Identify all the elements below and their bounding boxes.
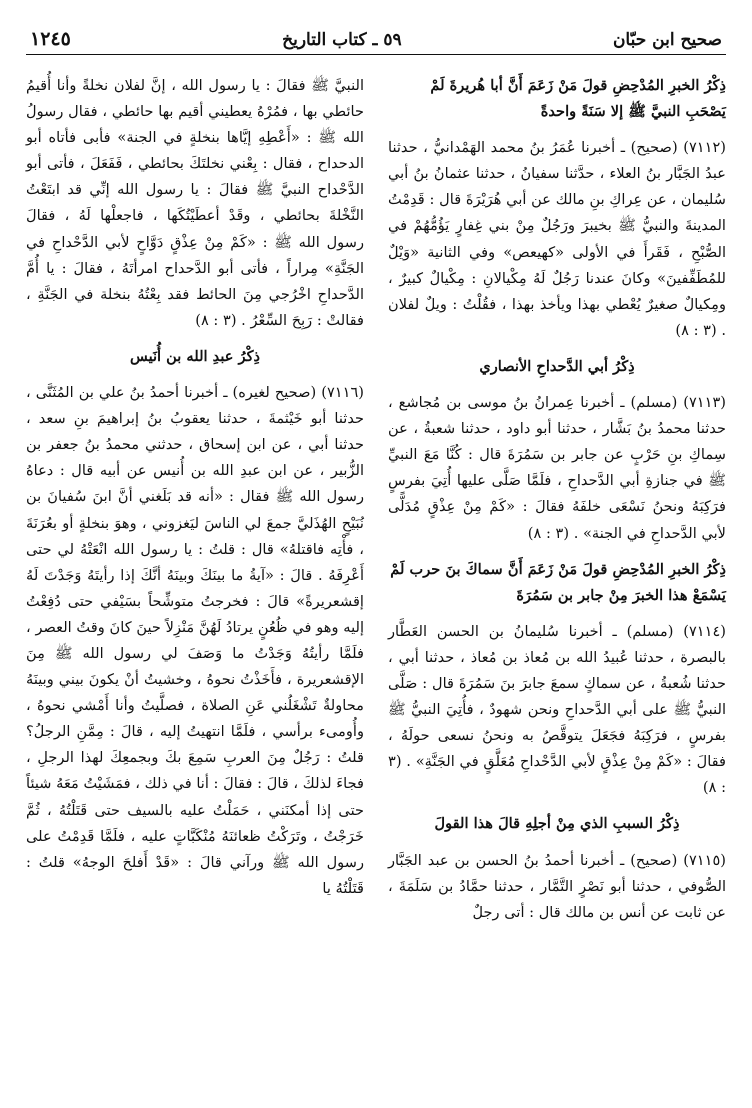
hadith-7112: (٧١١٢) (صحيح) ـ أخبرنا عُمَرُ بنُ محمد الهَمْدانيُّ ، حدثنا عبدُ الجَبَّار بنُ العلاء ، حدَّثنا سفيانُ ، حدثنا عثمانُ بنُ أبي سُليمان ، عن عِراكِ بنِ مالك عن أبي هُرَيْرَةَ قال : قَدِمْتُ المدينةَ والنبيُّ ﷺ بخيبرَ ورَجُلٌ مِنْ بني غِفارٍ يَؤُمُّهُمْ في الصُّبْحِ ، فَقَرأَ في الأولى «كهيعص» وفي الثانية «وَيْلٌ للمُطَفِّفينَ» وكانَ عندنا رَجُلٌ لَهُ مِكْيالانِ : مِكْيالٌ كبيرٌ ، ومِكيالٌ صغيرٌ يُعْطي بهذا ويأخذ بهذا ، فقُلْتُ : ويلٌ لفلان . (٣ : ٨) [388, 139, 726, 339]
running-header [26, 14, 726, 55]
section-heading: ذِكْرُ أبي الدَّحداحِ الأنصاري [479, 357, 635, 375]
left-column [26, 73, 364, 926]
hadith-7116: (٧١١٦) (صحيح لغيره) ـ أخبرنا أحمدُ بنُ علي بن المُثَنَّى ، حدثنا أبو خَيْثمةَ ، حدثنا يعقوبُ بنُ إبراهيمَ بنِ سعد ، حدثنا أبي ، عن ابن إسحاق ، حدثني محمدُ بنُ جعفر بن الزُّبير ، عن ابن عبدِ الله بن أُنيس عن أبيه قال : دعاهُ رسول الله ﷺ فقال : «أنه قد بَلَغني أنَّ ابنَ سُفيانَ بن نُبَيْحٍ الهُذَليَّ جمعَ لي الناسَ ليَغزوني ، وهوَ بنخلةٍ أو بعُرَنَةَ ، فأْتِه فاقتلهُ» قال : قلتُ : يا رسول الله انْعَتْهُ لي حتى أَعْرِفَهُ . قالَ : «آيةُ ما بينَكَ وبينَهُ أنَّكَ إذا رأيتَهُ وَجَدْتَ لَهُ إقشعريرةً» قالَ : فخرجتُ متوشِّحاً بسَيْفي حتى دُفِعْتُ إليه وهو في ظُعُنٍ يرتادُ لَهُنَّ مَنْزِلاً حينَ كانَ وقتُ العصر ، فلَمَّا رأيتُهُ وَجَدْتُ ما وَصَفَ لي رسول الله ﷺ مِنَ الإقشعريرة ، فأَخَذْتُ نحوهُ ، وخشيتُ أنْ يكونَ بيني وبينَهُ محاولةٌ تَشْغَلُني عَنِ الصلاة ، فصلَّيتُ وأنا أَمْشي نحوهُ ، وأُومىء برأسي ، فلَمَّا انتهيتُ إليه ، قالَ : مِمَّنِ الرجلُ؟ قلتُ : رَجُلٌ مِنَ العربِ سَمِعَ بكَ وبجمعِكَ لهذا الرجلِ ، فجاءَ لذلكَ ، قالَ : فقالَ : أنا في ذلك ، فمَشَيْتُ مَعَهُ شيئاً حتى إذا أمكنَني ، حَمَلْتُ عليه بالسيف حتى قَتَلْتُهُ ، ثُمَّ خَرَجْتُ ، وتَرَكْتُ ظعائنَهُ مُنْكَبَّاتٍ عليه ، فلَمَّا قَدِمْتُ على رسول الله ﷺ ورآني قالَ : «قَدْ أَفلحَ الوجهُ» قلتُ : قَتَلْتُهُ يا [26, 384, 364, 897]
section-heading: ذِكْرُ الخبرِ المُدْحِضِ قولَ مَنْ زَعَمَ أَنَّ أبا هُريرةَ لَمْ يَصْحَبِ النبيَّ ﷺ إلا سَنَةً واحدةً [430, 77, 726, 121]
section-heading: ذِكْرُ عبدِ الله بن أُنَيس [129, 347, 261, 365]
hadith-7115-continued: النبيَّ ﷺ فقالَ : يا رسول الله ، إنَّ لفلان نخلةً وأنا أُقيمُ حائطي بها ، فمُرْهُ يعطيني أقيم بها حائطي ، فقال رسولُ الله ﷺ : «أَعْطِهِ إيَّاها بنخلةٍ في الجنة» فأبى فأتاه أبو الدحداح ، فقال : بِعْني نخلتَكَ بحائطي ، فَفَعَلَ ، فأتى أبو الدَّحْداح النبيَّ ﷺ فقالَ : يا رسول الله إنِّي قد ابتَعْتُ النَّخْلةَ بحائطي ، وقَدْ أعطَيْتُكَها ، فاجعلْها لَهُ ، فقالَ رسول الله ﷺ : «كَمْ مِنْ عِذْقٍ دَوَّاحٍ لأبي الدَّحْداحِ في الجَنَّةِ» مِراراً ، فأتى أبو الدَّحداح امرأتَهُ ، فقالَ : يا أُمَّ الدَّحداحِ اخْرُجي مِنَ الحائط فقد بِعْتُهُ بنخلة في الجَنَّةِ ، فقالتْ : رَبِحَ السِّعْرُ . (٣ : ٨) [26, 77, 364, 329]
book-title: صحيح ابن حبّان [612, 30, 722, 50]
hadith-7113: (٧١١٣) (مسلم) ـ أخبرنا عِمرانُ بنُ موسى بن مُجاشع ، حدثنا محمدُ بنُ بَشَّار ، حدثنا أبو داود ، حدثنا شعبةُ ، عن سِماكِ بنِ حَرْبٍ عن جابر بن سَمُرَةَ قال : كُنَّا مَعَ النبيِّ ﷺ في جنازةِ أبي الدَّحداحِ ، فلَمَّا صَلَّى عليها أُتِيَ بفرسٍ فرَكِبَهُ ونحنُ نَسْعَى خلفَهُ فقالَ : «كَمْ مِنْ عِذْقٍ مُدَلًّى لأبي الدَّحداحِ في الجنة» . (٣ : ٨) [388, 394, 726, 542]
section-heading: ذِكْرُ السببِ الذي مِنْ أجلِهِ قالَ هذا القولَ [434, 815, 680, 833]
page-number: ١٢٤٥ [30, 28, 71, 50]
right-column [388, 73, 726, 926]
hadith-7114: (٧١١٤) (مسلم) ـ أخبرنا سُليمانُ بن الحسن العَطَّار بالبصرة ، حدثنا عُبيدُ الله بن مُعاذ بن مُعاذ ، حدثنا أبي ، حدثنا شُعبةُ ، عن سماكٍ سمعَ جابرَ بنَ سَمُرَةَ قال : صَلَّى النبيُّ ﷺ على أبي الدَّحداحِ ونحن شهودٌ ، فأُتِيَ النبيُّ ﷺ بفرسٍ ، فرَكِبَهُ فجَعَلَ يتوقَّصُ به ونحنُ نسعى حولَهُ ، فقالَ : «كَمْ مِنْ عِذْقٍ لأبي الدَّحْداحِ مُعَلَّقٍ في الجَنَّةِ» . (٣ : ٨) [388, 622, 726, 797]
chapter-title: ٥٩ ـ كتاب التاريخ [282, 30, 402, 50]
text-columns [26, 73, 726, 926]
hadith-7115: (٧١١٥) (صحيح) ـ أخبرنا أحمدُ بنُ الحسن بن عبد الجَبَّار الصُّوفي ، حدثنا أبو نَصْرٍ التَّمَّار ، حدثنا حمَّادُ بن سَلَمَةَ ، عن ثابت عن أنس بن مالك قال : أتى رجلٌ [388, 851, 726, 921]
section-heading: ذِكْرُ الخبرِ المُدْحِضِ قولَ مَنْ زَعَمَ أَنَّ سماكَ بنَ حرب لَمْ يَسْمَعْ هذا الخبرَ مِنْ جابر بن سَمُرَةَ [390, 560, 726, 604]
